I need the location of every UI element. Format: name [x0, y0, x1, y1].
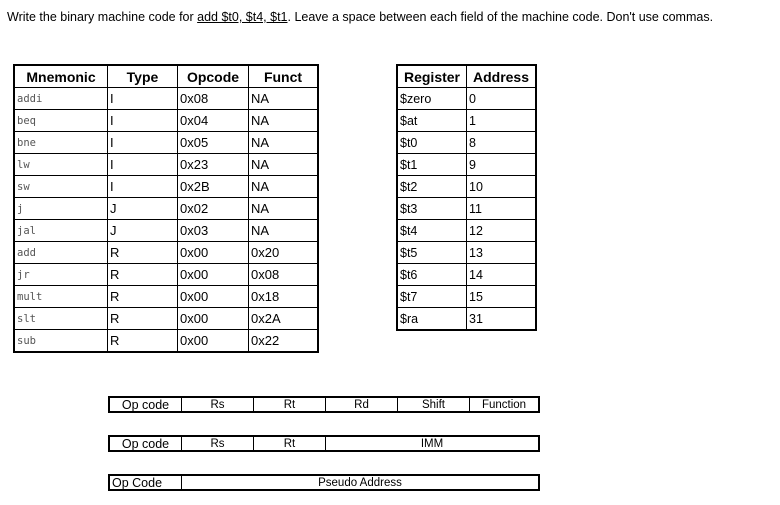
mnemonic-cell: add — [14, 242, 108, 264]
opcode-cell: 0x08 — [178, 88, 249, 110]
register-cell: $t3 — [397, 198, 467, 220]
header-funct: Funct — [249, 65, 319, 88]
type-cell: I — [108, 154, 178, 176]
register-cell: $t2 — [397, 176, 467, 198]
address-cell: 10 — [467, 176, 537, 198]
address-cell: 8 — [467, 132, 537, 154]
r-field-rt: Rt — [254, 398, 326, 411]
i-type-format — [108, 435, 540, 452]
register-cell: $zero — [397, 88, 467, 110]
register-row — [397, 88, 536, 110]
register-cell: $t6 — [397, 264, 467, 286]
instruction-row — [14, 176, 318, 198]
instruction-row — [14, 88, 318, 110]
funct-cell: 0x20 — [249, 242, 319, 264]
address-cell: 11 — [467, 198, 537, 220]
type-cell: I — [108, 132, 178, 154]
register-row — [397, 220, 536, 242]
mnemonic-cell: lw — [14, 154, 108, 176]
register-row — [397, 154, 536, 176]
address-cell: 15 — [467, 286, 537, 308]
type-cell: R — [108, 264, 178, 286]
mnemonic-cell: j — [14, 198, 108, 220]
mnemonic-cell: sw — [14, 176, 108, 198]
register-row — [397, 286, 536, 308]
funct-cell: NA — [249, 110, 319, 132]
type-cell: I — [108, 176, 178, 198]
instruction-row — [14, 286, 318, 308]
opcode-cell: 0x05 — [178, 132, 249, 154]
instruction-row — [14, 220, 318, 242]
type-cell: J — [108, 220, 178, 242]
address-cell: 9 — [467, 154, 537, 176]
type-cell: R — [108, 330, 178, 353]
instruction-row — [14, 154, 318, 176]
funct-cell: 0x08 — [249, 264, 319, 286]
instruction-row — [14, 264, 318, 286]
instruction-table — [13, 64, 319, 353]
instruction-row — [14, 198, 318, 220]
mnemonic-cell: addi — [14, 88, 108, 110]
r-field-shift: Shift — [398, 398, 470, 411]
register-row — [397, 308, 536, 331]
opcode-cell: 0x00 — [178, 286, 249, 308]
funct-cell: NA — [249, 176, 319, 198]
r-field-rd: Rd — [326, 398, 398, 411]
register-cell: $t0 — [397, 132, 467, 154]
funct-cell: NA — [249, 154, 319, 176]
type-cell: I — [108, 110, 178, 132]
funct-cell: 0x18 — [249, 286, 319, 308]
opcode-cell: 0x04 — [178, 110, 249, 132]
funct-cell: NA — [249, 88, 319, 110]
type-cell: I — [108, 88, 178, 110]
mnemonic-cell: sub — [14, 330, 108, 353]
register-row — [397, 176, 536, 198]
address-cell: 1 — [467, 110, 537, 132]
opcode-cell: 0x03 — [178, 220, 249, 242]
type-cell: R — [108, 242, 178, 264]
funct-cell: NA — [249, 198, 319, 220]
question-text — [7, 10, 713, 24]
header-type: Type — [108, 65, 178, 88]
header-address: Address — [467, 65, 537, 88]
mnemonic-cell: slt — [14, 308, 108, 330]
address-cell: 13 — [467, 242, 537, 264]
register-cell: $at — [397, 110, 467, 132]
i-field-rs: Rs — [182, 437, 254, 450]
mnemonic-cell: mult — [14, 286, 108, 308]
address-cell: 14 — [467, 264, 537, 286]
register-row — [397, 242, 536, 264]
register-row — [397, 198, 536, 220]
register-table-header — [397, 65, 536, 88]
question-instruction: add $t0, $t4, $t1 — [197, 10, 288, 24]
r-field-function: Function — [481, 398, 527, 411]
register-row — [397, 264, 536, 286]
i-field-opcode: Op code — [110, 437, 182, 450]
r-type-format — [108, 396, 540, 413]
opcode-cell: 0x02 — [178, 198, 249, 220]
r-field-opcode: Op code — [110, 398, 182, 411]
register-cell: $ra — [397, 308, 467, 331]
mnemonic-cell: jal — [14, 220, 108, 242]
instruction-row — [14, 330, 318, 353]
funct-cell: NA — [249, 220, 319, 242]
instruction-row — [14, 110, 318, 132]
instruction-table-header — [14, 65, 318, 88]
opcode-cell: 0x00 — [178, 264, 249, 286]
address-cell: 12 — [467, 220, 537, 242]
mnemonic-cell: jr — [14, 264, 108, 286]
instruction-row — [14, 308, 318, 330]
type-cell: J — [108, 198, 178, 220]
opcode-cell: 0x00 — [178, 330, 249, 353]
register-table — [396, 64, 537, 331]
register-row — [397, 110, 536, 132]
type-cell: R — [108, 308, 178, 330]
j-type-format — [108, 474, 540, 491]
funct-cell: 0x2A — [249, 308, 319, 330]
register-cell: $t4 — [397, 220, 467, 242]
instruction-row — [14, 242, 318, 264]
funct-cell: 0x22 — [249, 330, 319, 353]
register-cell: $t1 — [397, 154, 467, 176]
register-cell: $t5 — [397, 242, 467, 264]
j-field-opcode: Op Code — [110, 476, 182, 489]
opcode-cell: 0x23 — [178, 154, 249, 176]
type-cell: R — [108, 286, 178, 308]
i-field-imm: IMM — [420, 437, 444, 450]
register-cell: $t7 — [397, 286, 467, 308]
header-opcode: Opcode — [178, 65, 249, 88]
j-field-pseudo-address: Pseudo Address — [318, 476, 402, 489]
address-cell: 31 — [467, 308, 537, 331]
register-row — [397, 132, 536, 154]
opcode-cell: 0x00 — [178, 308, 249, 330]
opcode-cell: 0x2B — [178, 176, 249, 198]
mnemonic-cell: beq — [14, 110, 108, 132]
opcode-cell: 0x00 — [178, 242, 249, 264]
funct-cell: NA — [249, 132, 319, 154]
header-mnemonic: Mnemonic — [14, 65, 108, 88]
address-cell: 0 — [467, 88, 537, 110]
mnemonic-cell: bne — [14, 132, 108, 154]
question-suffix: . Leave a space between each field of the machine code. Don't use commas. — [287, 10, 714, 24]
question-prefix: Write the binary machine code for — [7, 10, 198, 24]
r-field-rs: Rs — [182, 398, 254, 411]
header-register: Register — [397, 65, 467, 88]
instruction-row — [14, 132, 318, 154]
i-field-rt: Rt — [254, 437, 326, 450]
